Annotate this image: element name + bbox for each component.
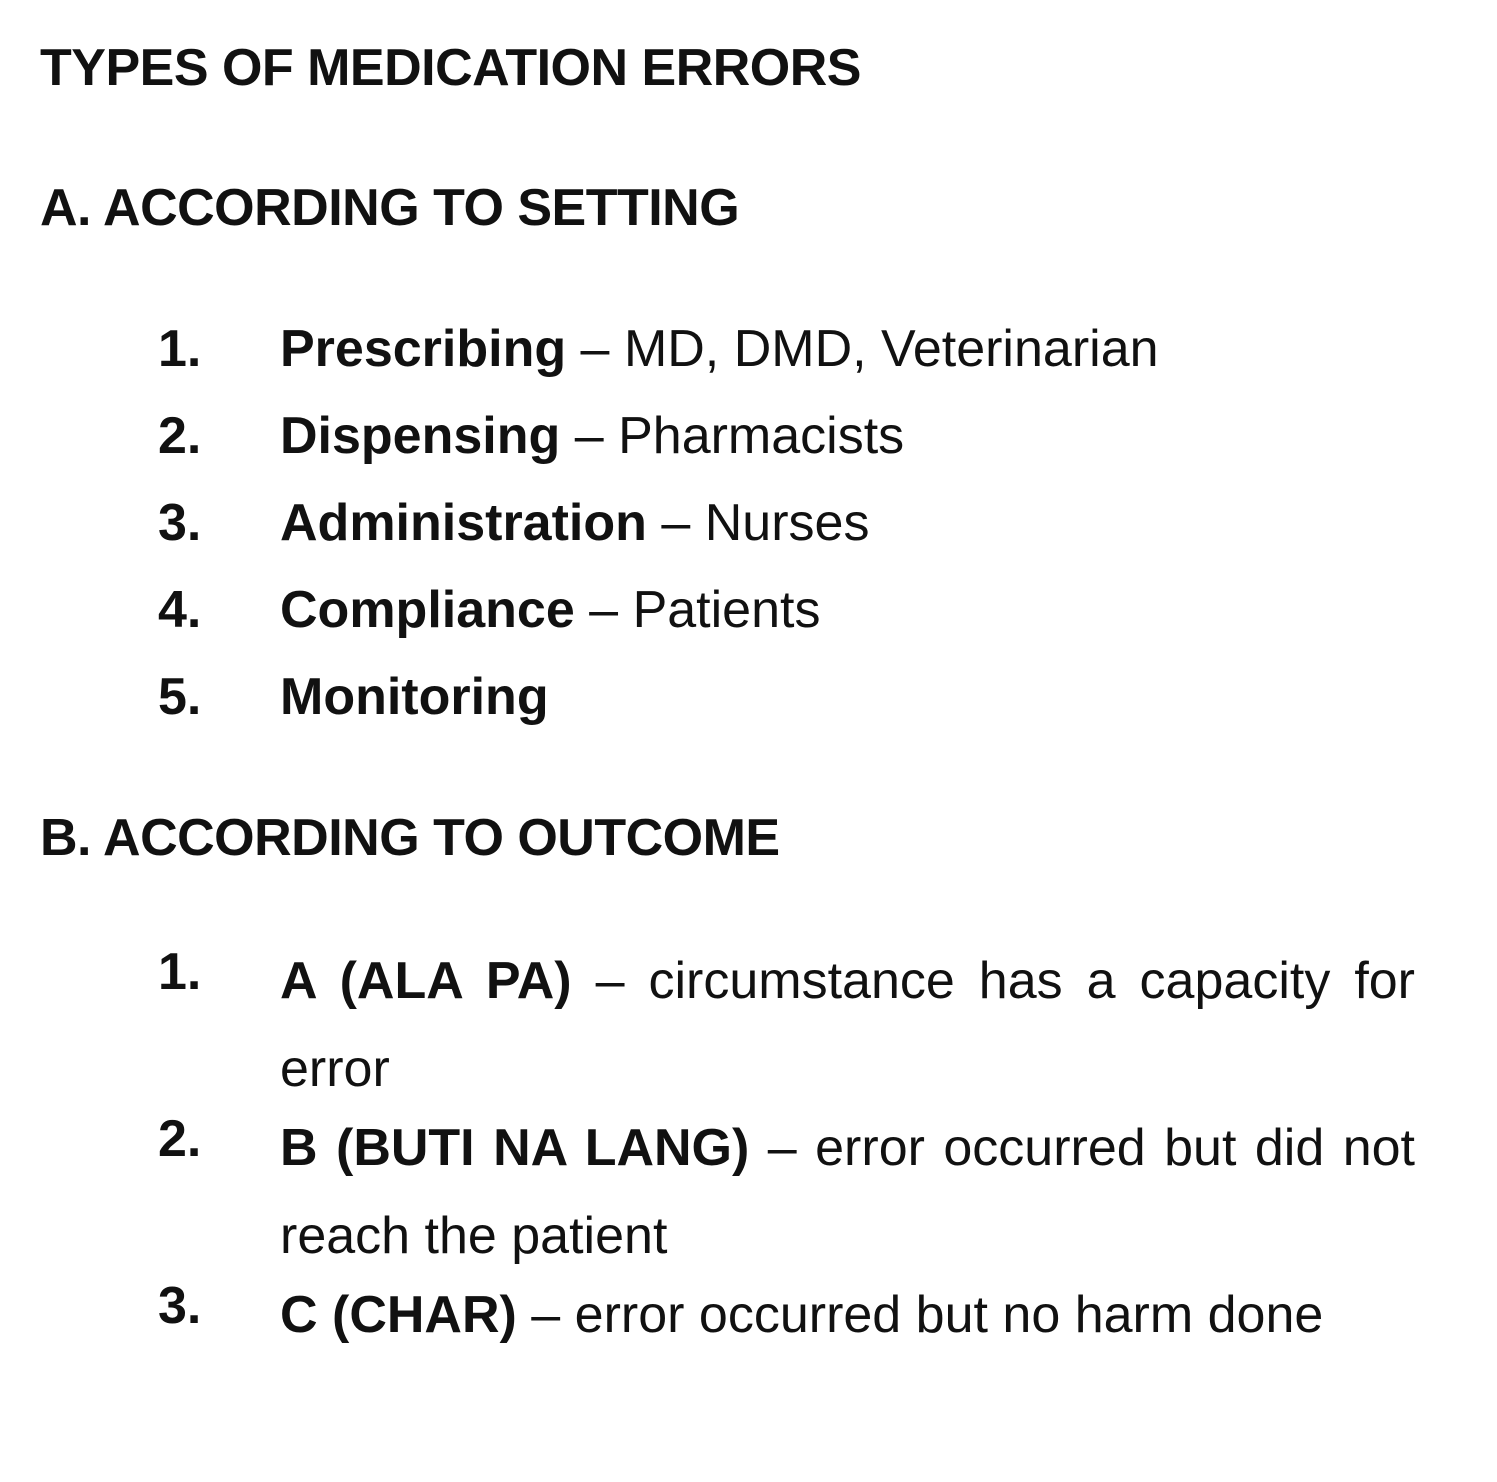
- item-number: 1.: [158, 320, 202, 378]
- item-separator: –: [574, 581, 633, 639]
- item-separator: –: [646, 494, 705, 552]
- list-item: [0, 1104, 1415, 1280]
- item-number: 4.: [158, 581, 202, 639]
- document-title: TYPES OF MEDICATION ERRORS: [40, 39, 861, 97]
- item-separator: –: [560, 407, 619, 465]
- item-term: Administration: [280, 494, 647, 552]
- item-number: 2.: [158, 1110, 202, 1168]
- item-term: C (CHAR): [280, 1286, 517, 1344]
- item-content: [280, 937, 1415, 1113]
- list-item: [0, 1271, 1415, 1359]
- item-number: 2.: [158, 407, 202, 465]
- section-b-heading: B. ACCORDING TO OUTCOME: [40, 809, 780, 867]
- list-item: [0, 403, 1497, 490]
- setting-list: [0, 316, 1497, 751]
- item-content: [280, 1271, 1415, 1359]
- list-item: [0, 490, 1497, 577]
- list-item: [0, 664, 1497, 751]
- item-content: [280, 1104, 1415, 1280]
- list-item: [0, 937, 1415, 1113]
- item-separator: –: [571, 952, 649, 1010]
- item-term: Monitoring: [280, 668, 549, 726]
- list-item: [0, 316, 1497, 403]
- item-term: Compliance: [280, 581, 575, 639]
- item-description: Pharmacists: [618, 407, 905, 465]
- item-separator: –: [566, 320, 624, 378]
- item-description: error occurred but did not reach the patient: [280, 1119, 1415, 1265]
- item-number: 1.: [158, 943, 202, 1001]
- item-number: 5.: [158, 668, 202, 726]
- item-separator: –: [749, 1119, 816, 1177]
- item-term: Dispensing: [280, 407, 561, 465]
- item-description: error occurred but no harm done: [574, 1286, 1324, 1344]
- item-description: circumstance has a capacity for error: [280, 952, 1415, 1098]
- item-term: B (BUTI NA LANG): [280, 1119, 750, 1177]
- item-term: Prescribing: [280, 320, 567, 378]
- item-description: MD, DMD, Veterinarian: [623, 320, 1159, 378]
- item-description: Patients: [632, 581, 821, 639]
- section-a-heading: A. ACCORDING TO SETTING: [40, 179, 740, 237]
- item-number: 3.: [158, 494, 202, 552]
- item-separator: –: [516, 1286, 575, 1344]
- item-description: Nurses: [704, 494, 870, 552]
- list-item: [0, 577, 1497, 664]
- outcome-list: [0, 943, 1497, 1359]
- item-number: 3.: [158, 1277, 202, 1335]
- item-term: A (ALA PA): [280, 952, 572, 1010]
